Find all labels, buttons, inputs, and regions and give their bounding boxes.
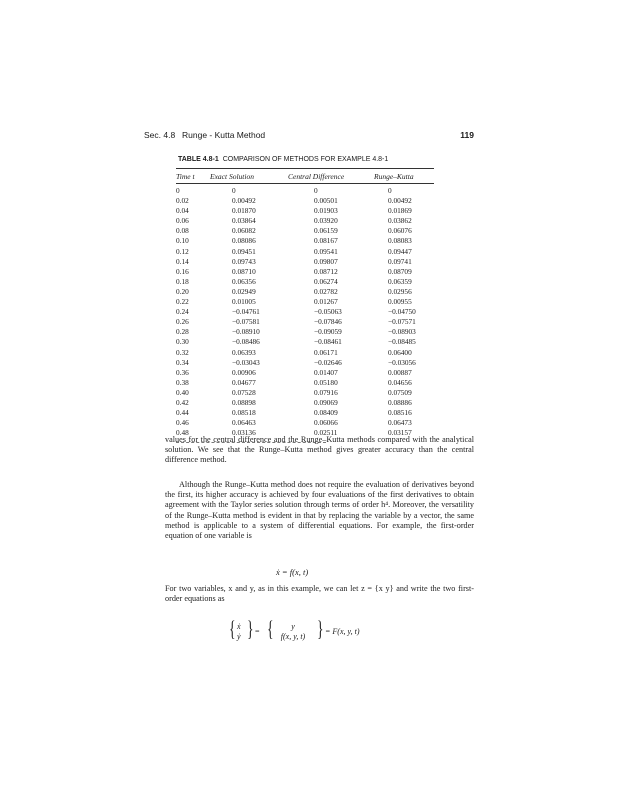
table-cell: 0.06159 [314,226,338,236]
table-label: TABLE 4.8-1 [178,156,219,163]
table-cell: 0.02511 [314,428,338,438]
table-row [176,247,434,257]
column-header: Runge–Kutta [374,172,414,181]
table-cell: −0.05063 [314,307,342,317]
table-row [176,277,434,287]
table-cell: −0.04750 [388,307,416,317]
table-cell: 0.08409 [314,408,338,418]
table-cell: 0.08083 [388,236,412,246]
table-cell: 0 [388,186,392,195]
table-row [176,337,434,347]
table-row [176,307,434,317]
table-row [176,186,434,196]
table-cell: 0.00955 [388,297,412,307]
table-cell: 0.09451 [232,246,256,256]
table-cell: 0.01903 [314,206,338,216]
table-cell: 0.03862 [388,216,412,226]
table-row [176,358,434,368]
table-cell: −0.03056 [388,357,416,367]
table-cell: 0.16 [176,266,189,276]
page-header [144,130,474,144]
table-row [176,297,434,307]
table-cell: 0.04677 [232,377,256,387]
table-cell: 0.08518 [232,408,256,418]
table-cell: 0.01005 [232,297,256,307]
table-row [176,408,434,418]
table-cell: 0 [232,186,236,195]
table-cell: 0.06473 [388,418,412,428]
table-cell: 0.34 [176,357,189,367]
table-cell: 0.32 [176,347,189,357]
table-cell: 0.01267 [314,297,338,307]
table-cell: 0.02949 [232,286,256,296]
table-cell: 0.06400 [388,347,412,357]
table-cell: −0.08903 [388,327,416,337]
table-cell: 0.06171 [314,347,338,357]
table-cell: 0.08086 [232,236,256,246]
table-cell: 0.06463 [232,418,256,428]
table-cell: −0.03043 [232,357,260,367]
vector-left [237,622,241,642]
equation-first-order: ẋ = f(x, t) [276,567,309,577]
table-cell: 0.28 [176,327,189,337]
table-cell: 0.42 [176,397,189,407]
section-number: Sec. 4.8 [144,130,176,140]
table-cell: 0.22 [176,297,189,307]
table-cell: 0.06393 [232,347,256,357]
table-cell: 0.02956 [388,286,412,296]
table-cell: 0.00906 [232,367,256,377]
table-cell: 0.03136 [232,428,256,438]
table-cell: 0.06076 [388,226,412,236]
table-cell: 0.09447 [388,246,412,256]
table-cell: 0.36 [176,367,189,377]
table-cell: 0.08167 [314,236,338,246]
table-row [176,418,434,428]
table-row [176,236,434,246]
table-cell: −0.08485 [388,337,416,347]
table-cell: 0.07916 [314,387,338,397]
table-cell: 0.01869 [388,206,412,216]
table-cell: 0.03864 [232,216,256,226]
table-cell: 0.09069 [314,397,338,407]
table-row [176,388,434,398]
table-row [176,327,434,337]
table-header-rule [176,183,434,184]
vector-mid-bottom: f(x, y, t) [280,632,306,641]
table-cell: 0.02 [176,196,189,206]
vector-left-top: ẋ [237,622,241,631]
vector-mid-top: y [291,622,295,631]
table-cell: 0.00501 [314,196,338,206]
table-cell: 0.01407 [314,367,338,377]
table-cell: 0.08 [176,226,189,236]
table-cell: 0.48 [176,428,189,438]
paragraph: values for the central difference and the Runge–Kutta methods compared with the analytical solution. We see that the Runge–Kutta method gives greater accuracy than the central difference method. [165,435,474,465]
table-cell: 0.04656 [388,377,412,387]
table-cell: 0.06356 [232,276,256,286]
table-row [176,196,434,206]
table-cell: −0.08910 [232,327,260,337]
table-cell: 0.06066 [314,418,338,428]
table-cell: 0.06082 [232,226,256,236]
table-cell: 0.40 [176,387,189,397]
table-cell: −0.08486 [232,337,260,347]
brace-left: { [267,616,274,641]
table-header-row [176,169,434,183]
table-cell: 0.01870 [232,206,256,216]
column-header: Central Difference [288,172,345,181]
equals-sign: = [255,627,260,636]
table-row [176,226,434,236]
table-cell: 0 [314,186,318,195]
table-cell: 0.09743 [232,256,256,266]
table-row [176,378,434,388]
table-cell: 0.02782 [314,286,338,296]
table-cell: 0.24 [176,307,189,317]
table-cell: 0.08712 [314,266,338,276]
paragraph: Although the Runge–Kutta method does not require the evaluation of derivatives beyond the first, its higher accuracy is achieved by four evaluations of the first derivatives to obtain agreement with the Taylor series solution through terms of order h⁴. Moreover, the versatility of the Runge–Kutta method is evident in that by replacing the variable by a vector, the same method is applicable to a system of differential equations. For example, the first-order equation of one variable is [165,480,474,541]
section-title: Runge - Kutta Method [182,130,266,140]
table-cell: 0.20 [176,286,189,296]
table-cell: 0.09541 [314,246,338,256]
table-cell: −0.07571 [388,317,416,327]
table-cell: 0.08516 [388,408,412,418]
brace-right: } [317,616,324,641]
table-cell: 0.08886 [388,397,412,407]
vector-mid [273,622,313,642]
table-cell: −0.09059 [314,327,342,337]
table-cell: 0.03920 [314,216,338,226]
comparison-table [176,168,434,443]
table-cell: −0.07581 [232,317,260,327]
table-caption [178,156,388,163]
table-row [176,267,434,277]
equation-system [227,612,377,652]
equation-rhs: = F(x, y, t) [325,627,360,636]
column-header: Exact Solution [210,172,254,181]
table-row [176,206,434,216]
table-cell: 0.26 [176,317,189,327]
table-cell: 0.05180 [314,377,338,387]
table-cell: 0.03157 [388,428,412,438]
table-cell: 0.12 [176,246,189,256]
table-row [176,348,434,358]
table-cell: 0.08898 [232,397,256,407]
table-cell: −0.07846 [314,317,342,327]
table-row [176,287,434,297]
brace-right: } [247,616,254,641]
table-cell: −0.02646 [314,357,342,367]
table-cell: 0.07509 [388,387,412,397]
table-cell: 0.09741 [388,256,412,266]
table-cell: 0.18 [176,276,189,286]
table-cell: 0.00887 [388,367,412,377]
table-row [176,216,434,226]
table-cell: 0.00492 [232,196,256,206]
table-row [176,257,434,267]
table-cell: 0.44 [176,408,189,418]
table-row [176,368,434,378]
table-cell: −0.04761 [232,307,260,317]
table-row [176,398,434,408]
table-cell: 0.06274 [314,276,338,286]
table-cell: 0.10 [176,236,189,246]
table-cell: 0 [176,186,180,195]
table-cell: 0.08710 [232,266,256,276]
vector-left-bottom: ẏ [237,632,241,641]
table-cell: 0.00492 [388,196,412,206]
table-body [176,186,434,438]
table-cell: 0.07528 [232,387,256,397]
table-row [176,317,434,327]
table-cell: 0.06 [176,216,189,226]
table-cell: 0.46 [176,418,189,428]
table-cell: 0.06359 [388,276,412,286]
table-caption-text: COMPARISON OF METHODS FOR EXAMPLE 4.8-1 [222,156,389,163]
paragraph: For two variables, x and y, as in this example, we can let z = {x y} and write the two first-order equations as [165,584,474,604]
table-cell: 0.04 [176,206,189,216]
table-cell: −0.08461 [314,337,342,347]
column-header: Time t [176,172,195,181]
brace-left: { [229,616,236,641]
table-cell: 0.09807 [314,256,338,266]
table-cell: 0.14 [176,256,189,266]
table-cell: 0.30 [176,337,189,347]
page-number: 119 [460,130,474,140]
table-cell: 0.38 [176,377,189,387]
table-cell: 0.08709 [388,266,412,276]
